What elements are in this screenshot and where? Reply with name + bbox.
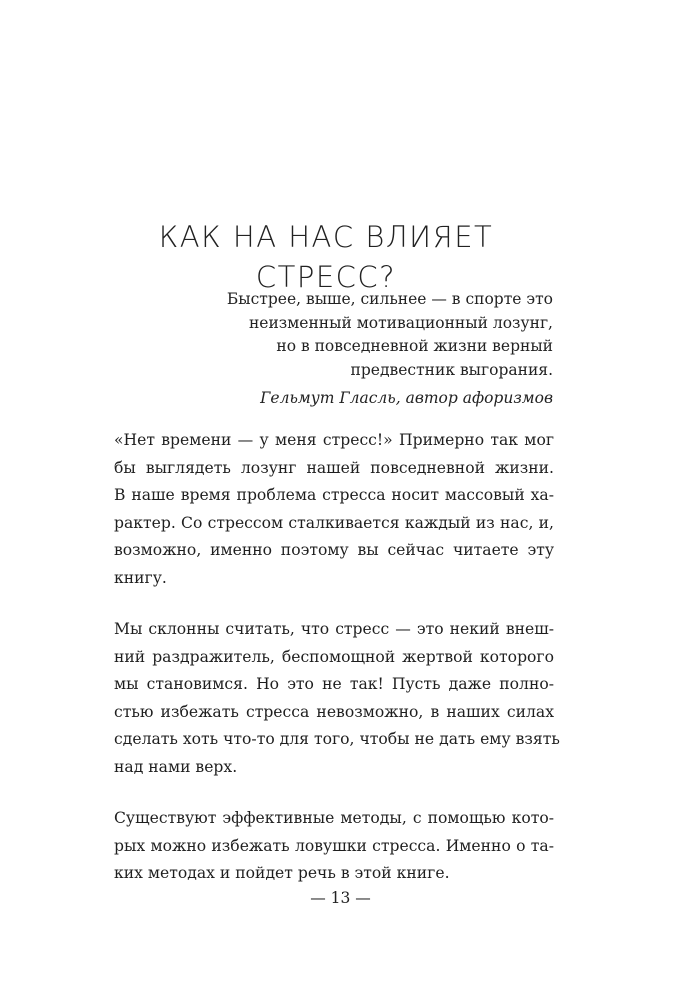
chapter-title-line-1: КАК НА НАС ВЛИЯЕТ [158, 220, 494, 255]
paragraph-2 [114, 616, 560, 781]
text-line: В наше время проблема стресса носит массовый ха- [114, 486, 554, 504]
text-line: «Нет времени — у меня стресс!» Примерно так мог [114, 431, 554, 449]
text-line: ких методах и пойдет речь в этой книге. [114, 864, 450, 882]
text-line: возможно, именно поэтому вы сейчас читаете эту [114, 541, 554, 559]
chapter-title-line-2: СТРЕСС? [255, 260, 397, 295]
epigraph-line: Быстрее, выше, сильнее — в спорте это [226, 290, 553, 308]
paragraph-1 [114, 427, 554, 592]
text-line: мы становимся. Но это не так! Пусть даже полно- [114, 675, 554, 693]
text-line: сделать хоть что-то для того, чтобы не дать ему взять [114, 730, 560, 748]
epigraph [200, 288, 553, 411]
epigraph-line: неизменный мотивационный лозунг, [248, 313, 553, 332]
epigraph-line: но в повседневной жизни верный [276, 337, 553, 355]
epigraph-line: предвестник выгорания. [350, 360, 553, 379]
text-line: Мы склонны считать, что стресс — это некий внеш- [114, 620, 554, 638]
body-text [114, 427, 560, 912]
text-line: над нами верх. [114, 757, 238, 776]
chapter-title [150, 217, 502, 297]
text-line: рактер. Со стрессом сталкивается каждый из нас, и, [114, 513, 554, 532]
text-line: книгу. [114, 568, 167, 587]
epigraph-attribution: Гельмут Гласль, автор афоризмов [260, 389, 553, 407]
text-line: бы выглядеть лозунг нашей повседневной жизни. [114, 458, 554, 477]
text-line: ний раздражитель, беспомощной жертвой которого [114, 647, 554, 666]
text-line: рых можно избежать ловушки стресса. Именно о та- [114, 836, 554, 855]
paragraph-3 [114, 805, 554, 888]
text-line: стью избежать стресса невозможно, в наших силах [114, 702, 554, 721]
text-line: Существуют эффективные методы, с помощью кото- [114, 809, 554, 827]
page-number: — 13 — [310, 889, 371, 907]
